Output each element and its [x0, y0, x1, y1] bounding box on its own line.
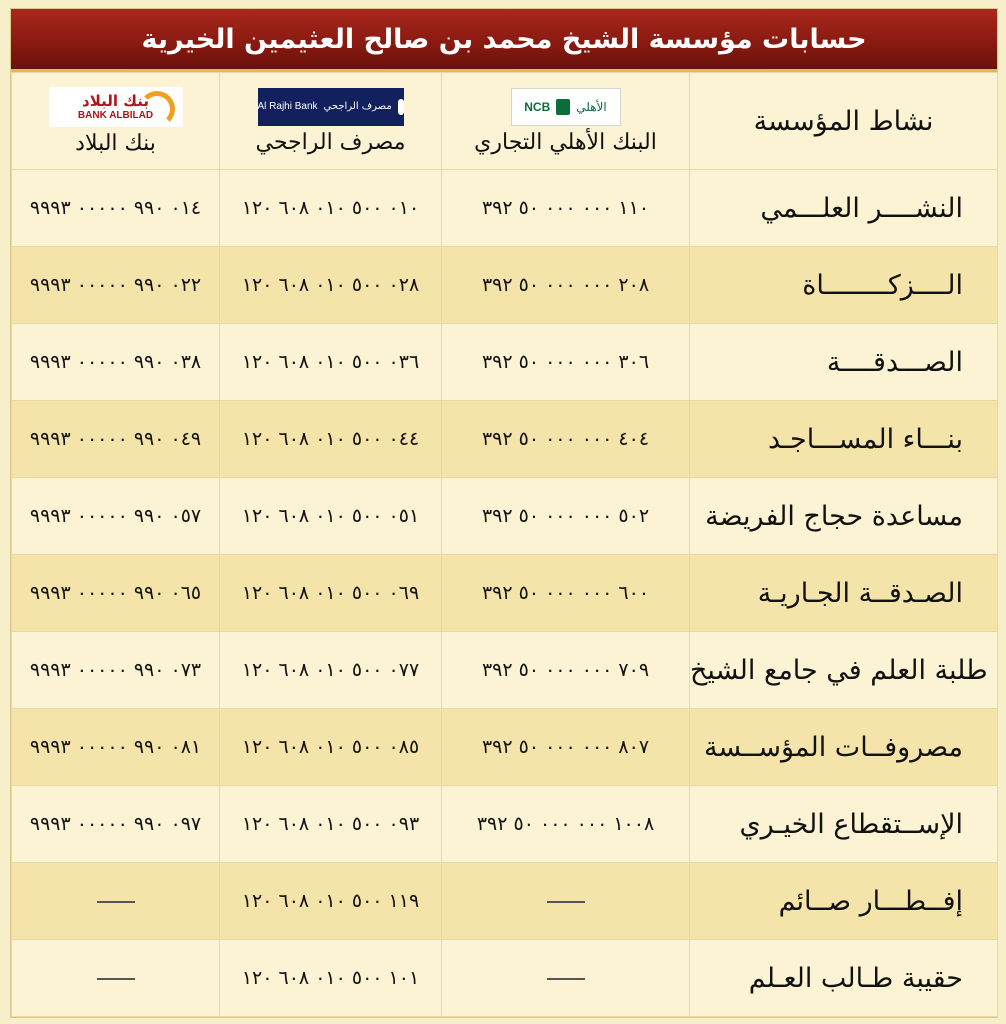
activity-name-cell — [690, 555, 998, 632]
rajhi-account-number-cell — [220, 555, 442, 632]
ncb-account-number-cell — [442, 401, 690, 478]
ncb-account-number-cell — [442, 555, 690, 632]
rajhi-account-number-cell — [220, 478, 442, 555]
ncb-account-number-cell — [442, 324, 690, 401]
empty-dash — [547, 978, 585, 980]
ncb-account-number: ١١٠ ٠٠٠ ٠٠٠ ٥٠ ٣٩٢ — [481, 197, 650, 219]
activity-name: بنـــاء المســـاجـد — [767, 423, 963, 455]
albilad-account-number: ٠٣٨ ٩٩٠ ٠٠٠٠٠ ٩٩٩٣ — [29, 351, 202, 373]
albilad-account-number-cell — [12, 247, 220, 324]
rajhi-account-number: ٠٨٥ ٥٠٠ ٠١٠ ٦٠٨ ١٢٠ — [241, 736, 420, 758]
activity-name: مساعدة حجاج الفريضة — [705, 500, 963, 532]
header-ncb — [442, 73, 690, 170]
rajhi-account-number: ٠٦٩ ٥٠٠ ٠١٠ ٦٠٨ ١٢٠ — [241, 582, 420, 604]
rajhi-account-number-cell — [220, 324, 442, 401]
ncb-account-number: ٨٠٧ ٠٠٠ ٠٠٠ ٥٠ ٣٩٢ — [481, 736, 650, 758]
rajhi-account-number: ٠٩٣ ٥٠٠ ٠١٠ ٦٠٨ ١٢٠ — [241, 813, 420, 835]
ncb-header-label: البنك الأهلي التجاري — [474, 129, 657, 155]
ncb-account-number: ٢٠٨ ٠٠٠ ٠٠٠ ٥٠ ٣٩٢ — [481, 274, 650, 296]
ncb-account-number: ١٠٠٨ ٠٠٠ ٠٠٠ ٥٠ ٣٩٢ — [476, 813, 655, 835]
ncb-account-number-cell — [442, 709, 690, 786]
activity-name-cell — [690, 324, 998, 401]
albilad-account-number-cell — [12, 786, 220, 863]
table-header-row — [12, 73, 998, 170]
albilad-account-number-cell — [12, 401, 220, 478]
rajhi-account-number: ٠٥١ ٥٠٠ ٠١٠ ٦٠٨ ١٢٠ — [241, 505, 420, 527]
activity-name-cell — [690, 247, 998, 324]
table-row — [12, 324, 998, 401]
empty-dash — [97, 978, 135, 980]
albilad-logo-english: BANK ALBILAD — [77, 109, 154, 121]
ncb-account-number: ٧٠٩ ٠٠٠ ٠٠٠ ٥٠ ٣٩٢ — [481, 659, 650, 681]
table-row — [12, 940, 998, 1017]
rajhi-account-number: ٠٧٧ ٥٠٠ ٠١٠ ٦٠٨ ١٢٠ — [241, 659, 420, 681]
header-albilad — [12, 73, 220, 170]
table-row — [12, 247, 998, 324]
albilad-account-number-cell — [12, 555, 220, 632]
albilad-account-number: ٠٧٣ ٩٩٠ ٠٠٠٠٠ ٩٩٩٣ — [29, 659, 202, 681]
activity-name: الصـــدقــــة — [826, 346, 963, 378]
rajhi-account-number: ١٠١ ٥٠٠ ٠١٠ ٦٠٨ ١٢٠ — [241, 967, 420, 989]
albilad-account-number: ٠٢٢ ٩٩٠ ٠٠٠٠٠ ٩٩٩٣ — [29, 274, 202, 296]
ncb-logo-english: NCB — [524, 99, 551, 114]
albilad-account-number-cell — [12, 709, 220, 786]
rajhi-account-number-cell — [220, 709, 442, 786]
table-row — [12, 555, 998, 632]
table-row — [12, 863, 998, 940]
ncb-account-number-cell — [442, 632, 690, 709]
rajhi-account-number-cell — [220, 247, 442, 324]
rajhi-account-number: ٠٢٨ ٥٠٠ ٠١٠ ٦٠٨ ١٢٠ — [241, 274, 420, 296]
albilad-logo — [49, 87, 183, 127]
albilad-arc-icon — [139, 91, 175, 127]
ncb-account-number: ٥٠٢ ٠٠٠ ٠٠٠ ٥٠ ٣٩٢ — [481, 505, 650, 527]
rajhi-account-number-cell — [220, 632, 442, 709]
ncb-account-number: ٦٠٠ ٠٠٠ ٠٠٠ ٥٠ ٣٩٢ — [481, 582, 650, 604]
ncb-logo — [511, 88, 621, 126]
empty-dash — [97, 901, 135, 903]
activity-name-cell — [690, 940, 998, 1017]
table-row — [12, 709, 998, 786]
albilad-account-number: ٠٥٧ ٩٩٠ ٠٠٠٠٠ ٩٩٩٣ — [29, 505, 202, 527]
title-bar — [11, 9, 997, 72]
rajhi-account-number: ٠٤٤ ٥٠٠ ٠١٠ ٦٠٨ ١٢٠ — [241, 428, 420, 450]
table-row — [12, 632, 998, 709]
rajhi-header-label: مصرف الراجحي — [255, 129, 406, 155]
ncb-account-number-cell — [442, 478, 690, 555]
rajhi-account-number-cell — [220, 170, 442, 247]
activity-name-cell — [690, 863, 998, 940]
ncb-account-number: ٣٠٦ ٠٠٠ ٠٠٠ ٥٠ ٣٩٢ — [481, 351, 650, 373]
rajhi-account-number-cell — [220, 863, 442, 940]
activity-name-cell — [690, 786, 998, 863]
rajhi-account-number-cell — [220, 401, 442, 478]
activity-name: الــــزكــــــــاة — [802, 269, 963, 301]
ncb-account-number-cell — [442, 940, 690, 1017]
rajhi-account-number: ١١٩ ٥٠٠ ٠١٠ ٦٠٨ ١٢٠ — [241, 890, 420, 912]
rajhi-mark-icon — [398, 99, 404, 115]
table-row — [12, 170, 998, 247]
rajhi-logo-arabic: مصرف الراجحي — [323, 101, 392, 112]
header-rajhi — [220, 73, 442, 170]
albilad-account-number-cell — [12, 324, 220, 401]
ncb-account-number-cell — [442, 247, 690, 324]
page-title: حسابات مؤسسة الشيخ محمد بن صالح العثيمين الخيرية — [141, 23, 867, 55]
albilad-account-number-cell — [12, 940, 220, 1017]
ncb-account-number-cell — [442, 863, 690, 940]
rajhi-logo-english: Al Rajhi Bank — [257, 101, 318, 112]
activity-name: حقيبة طـالب العـلم — [748, 962, 963, 994]
activity-name-cell — [690, 478, 998, 555]
header-activity — [690, 73, 998, 170]
activity-name: مصروفــات المؤســسة — [703, 731, 963, 763]
ncb-account-number: ٤٠٤ ٠٠٠ ٠٠٠ ٥٠ ٣٩٢ — [481, 428, 650, 450]
ncb-account-number-cell — [442, 170, 690, 247]
albilad-account-number: ٠٨١ ٩٩٠ ٠٠٠٠٠ ٩٩٩٣ — [29, 736, 202, 758]
activity-name: الإســتقطاع الخيـري — [739, 808, 963, 840]
activity-name: الصـدقــة الجـاريـة — [757, 577, 963, 609]
table-row — [12, 401, 998, 478]
activity-name-cell — [690, 170, 998, 247]
albilad-account-number: ٠٦٥ ٩٩٠ ٠٠٠٠٠ ٩٩٩٣ — [29, 582, 202, 604]
albilad-account-number: ٠٩٧ ٩٩٠ ٠٠٠٠٠ ٩٩٩٣ — [29, 813, 202, 835]
activity-name: إفــطـــار صــائم — [778, 885, 963, 917]
albilad-account-number-cell — [12, 478, 220, 555]
ncb-logo-arabic: الأهلي — [576, 99, 607, 114]
table-row — [12, 478, 998, 555]
activity-name-cell — [690, 632, 998, 709]
albilad-account-number: ٠٤٩ ٩٩٠ ٠٠٠٠٠ ٩٩٩٣ — [29, 428, 202, 450]
albilad-account-number-cell — [12, 170, 220, 247]
empty-dash — [547, 901, 585, 903]
albilad-header-label: بنك البلاد — [75, 130, 156, 156]
activity-name-cell — [690, 401, 998, 478]
ncb-gate-icon — [556, 99, 570, 115]
activity-name: طلبة العلم في جامع الشيخ — [690, 654, 988, 686]
rajhi-logo — [258, 88, 404, 126]
activity-name-cell — [690, 709, 998, 786]
activity-header-label: نشاط المؤسسة — [753, 105, 934, 137]
albilad-account-number-cell — [12, 632, 220, 709]
albilad-account-number: ٠١٤ ٩٩٠ ٠٠٠٠٠ ٩٩٩٣ — [29, 197, 202, 219]
rajhi-account-number: ٠٣٦ ٥٠٠ ٠١٠ ٦٠٨ ١٢٠ — [241, 351, 420, 373]
rajhi-account-number: ٠١٠ ٥٠٠ ٠١٠ ٦٠٨ ١٢٠ — [241, 197, 420, 219]
accounts-sheet — [10, 8, 998, 1018]
rajhi-account-number-cell — [220, 786, 442, 863]
table-row — [12, 786, 998, 863]
albilad-logo-arabic: بنك البلاد — [82, 91, 149, 110]
accounts-table — [11, 72, 998, 1017]
rajhi-account-number-cell — [220, 940, 442, 1017]
activity-name: النشــــر العلـــمي — [760, 192, 963, 224]
ncb-account-number-cell — [442, 786, 690, 863]
albilad-account-number-cell — [12, 863, 220, 940]
